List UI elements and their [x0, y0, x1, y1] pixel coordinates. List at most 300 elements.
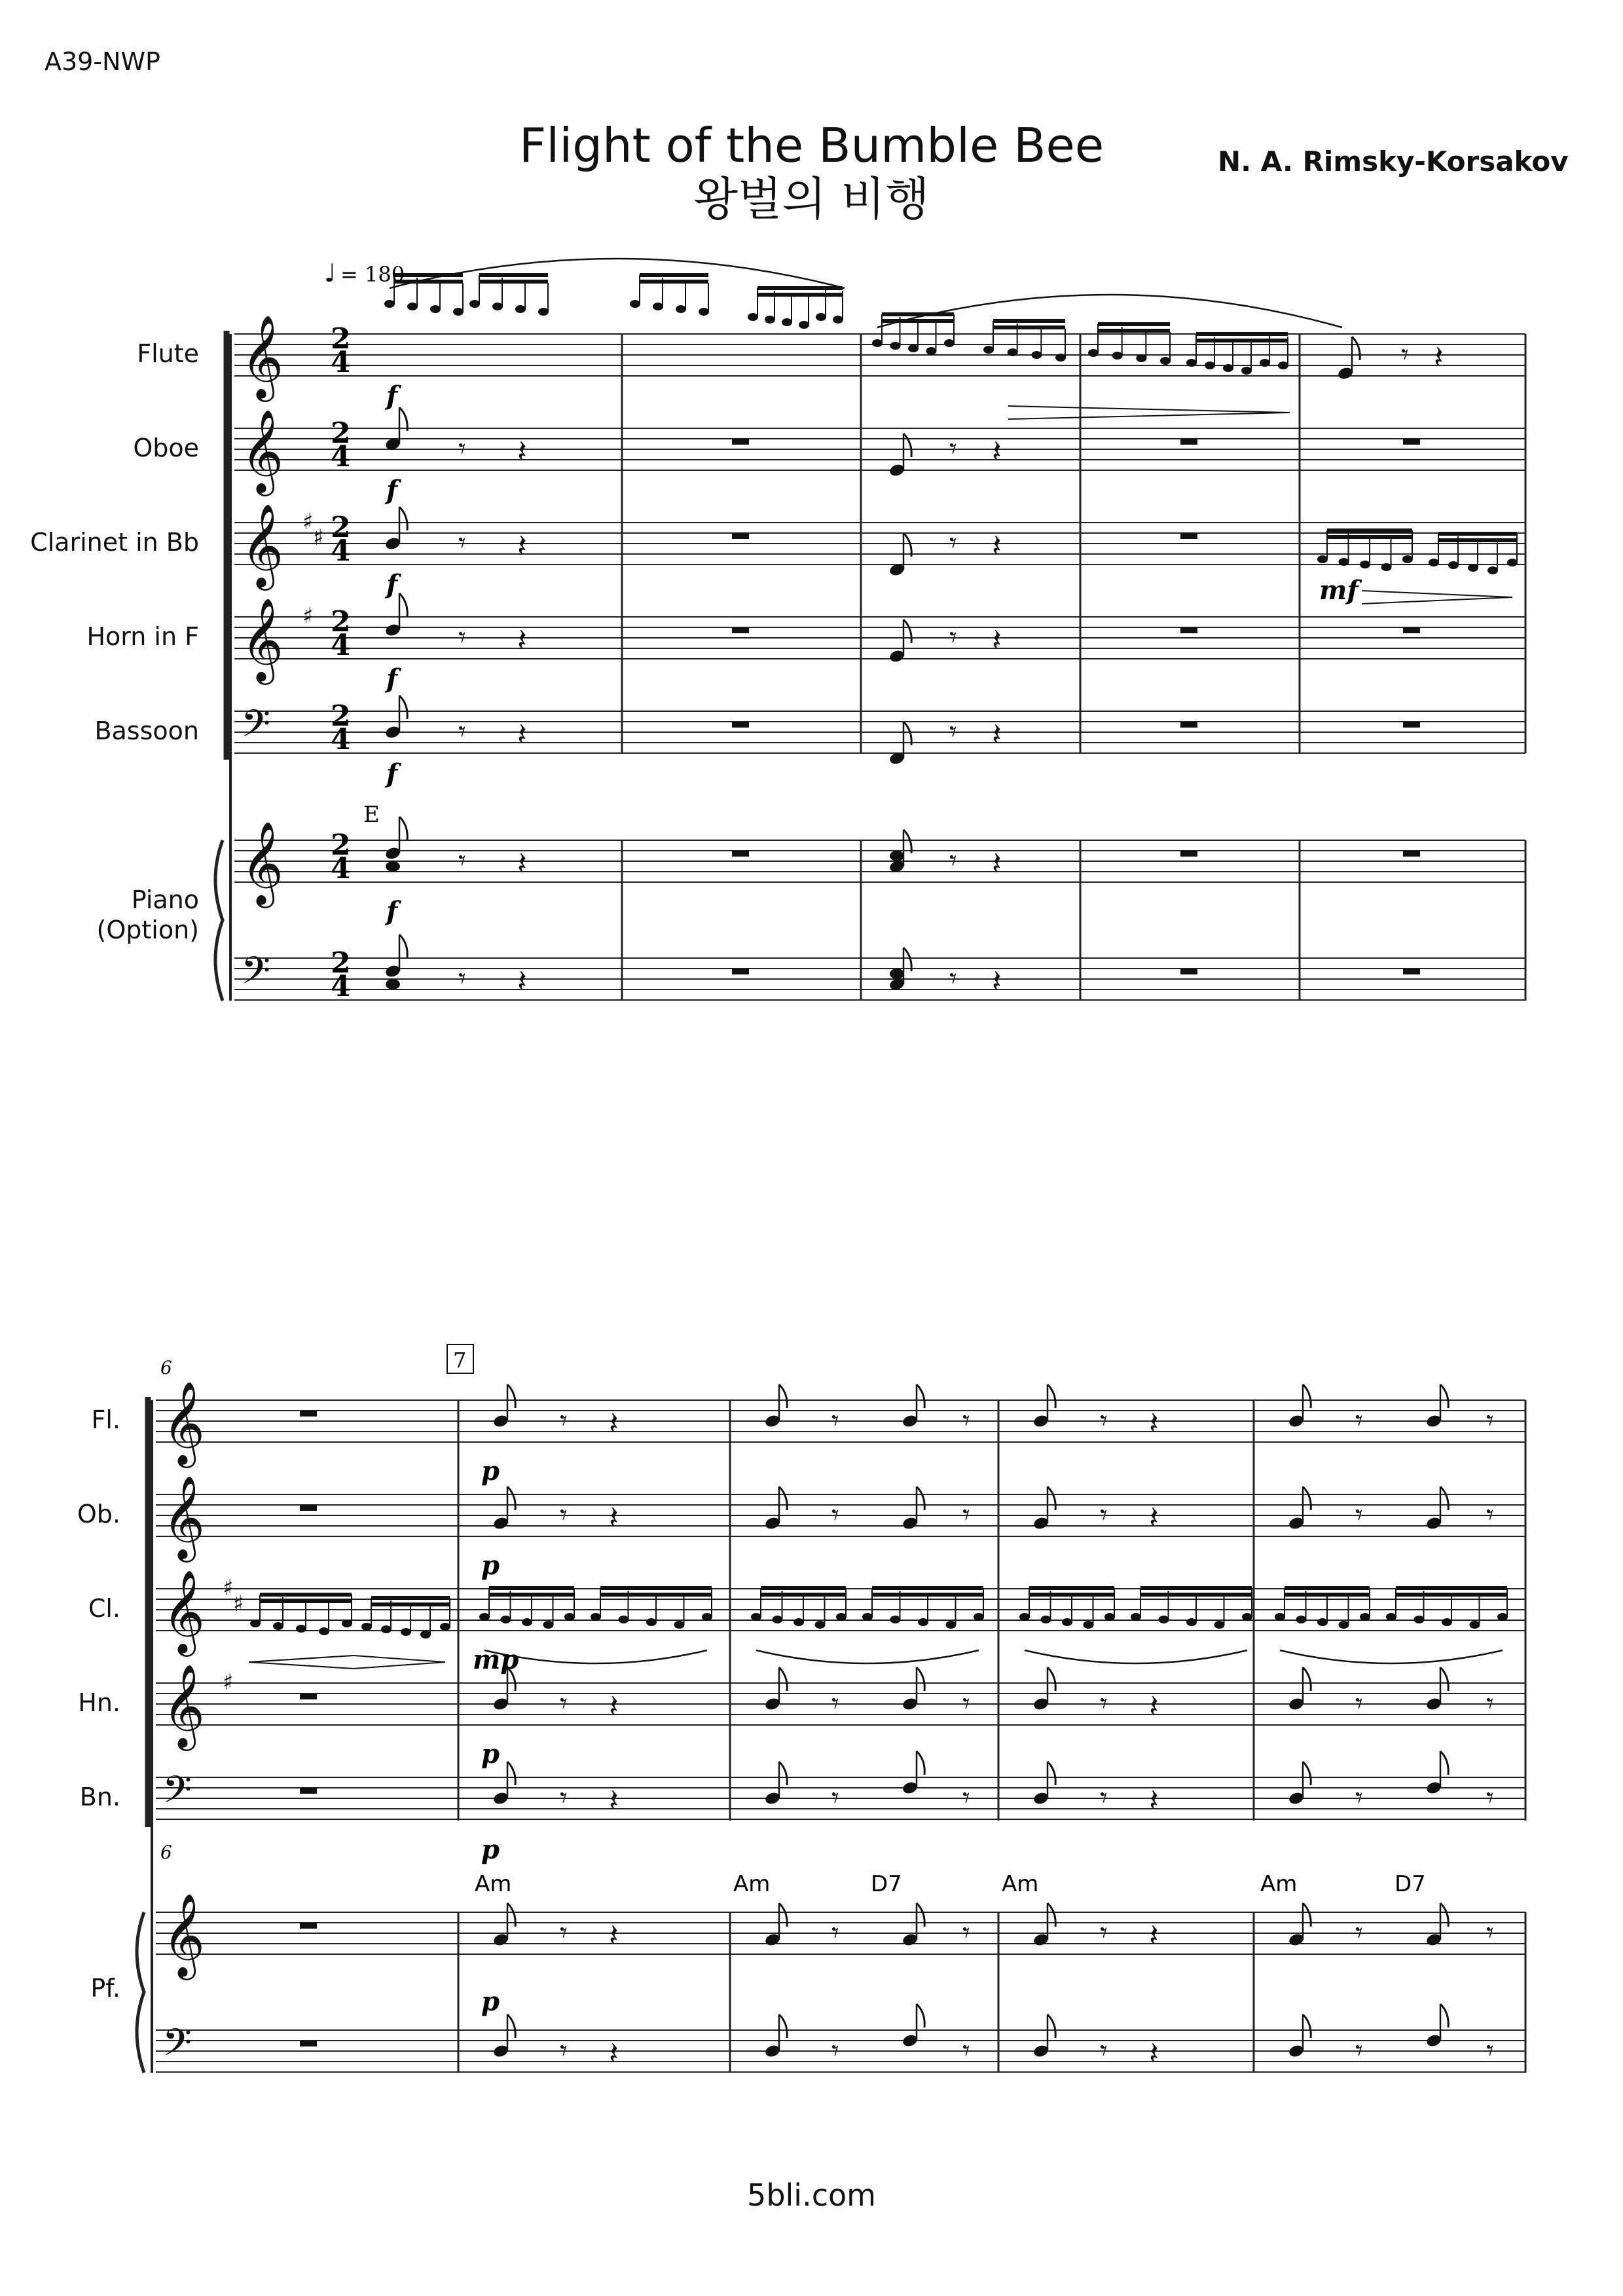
note-flag	[779, 1762, 787, 1785]
note-head	[890, 851, 904, 861]
quarter-rest-icon: 𝄽	[992, 845, 1002, 882]
note-head	[401, 1628, 411, 1636]
chord-symbols	[475, 1871, 1426, 1897]
quarter-rest-icon: 𝄽	[517, 434, 527, 470]
note-flag	[903, 948, 911, 971]
note-head	[983, 346, 994, 354]
eighth-rest-icon: 𝄾	[962, 2034, 970, 2067]
treble-clef-icon: 𝄞	[162, 1663, 206, 1747]
note-head	[1429, 559, 1439, 566]
eighth-rest-icon: 𝄾	[1355, 1916, 1363, 1950]
instrument-label-horn: Horn in F	[86, 622, 199, 651]
whole-rest-icon	[1403, 439, 1420, 445]
treble-clef-icon: 𝄞	[162, 1569, 206, 1653]
note-flag	[399, 593, 407, 617]
dynamic-piano: p	[481, 1739, 500, 1769]
note-head	[816, 313, 826, 321]
bass-clef-icon: 𝄢	[162, 2020, 192, 2074]
bass-clef-icon: 𝄢	[241, 701, 271, 755]
note-flag	[1303, 2014, 1311, 2038]
eighth-rest-icon: 𝄾	[458, 715, 466, 749]
chord-symbol: Am	[475, 1871, 512, 1897]
note-head	[361, 1623, 372, 1631]
quarter-rest-icon: 𝄽	[609, 2035, 619, 2072]
note-flag	[1440, 1487, 1448, 1510]
note-head	[1186, 1618, 1197, 1626]
dynamic-piano: p	[481, 1550, 500, 1581]
note-flag	[507, 1384, 515, 1408]
note-head	[773, 1616, 783, 1623]
slur	[390, 259, 845, 288]
instrument-label-flute: Flute	[137, 339, 199, 368]
eighth-rest-icon: 𝄾	[458, 844, 466, 878]
note-head	[1339, 558, 1349, 566]
eighth-rest-icon: 𝄾	[560, 2034, 568, 2067]
whole-rest-icon	[1403, 722, 1420, 728]
instrument-label-piano: Piano	[131, 885, 199, 914]
note-head	[440, 1623, 450, 1631]
eighth-rest-icon: 𝄾	[1100, 1687, 1108, 1720]
instrument-label-bn: Bn.	[79, 1783, 120, 1811]
piano-brace	[215, 840, 223, 1001]
note-flag	[1303, 1667, 1311, 1691]
note-flag	[507, 1487, 515, 1510]
quarter-rest-icon: 𝄽	[517, 622, 527, 659]
bass-clef-icon: 𝄢	[241, 948, 271, 1002]
eighth-rest-icon: 𝄾	[458, 432, 466, 466]
ts-bottom: 4	[331, 346, 351, 379]
eighth-rest-icon: 𝄾	[560, 1781, 568, 1815]
eighth-rest-icon: 𝄾	[962, 1404, 970, 1437]
note-flag	[1048, 2014, 1055, 2038]
note-flag	[917, 1384, 924, 1408]
note-head	[765, 316, 775, 324]
quarter-rest-icon: 𝄽	[517, 845, 527, 882]
eighth-rest-icon: 𝄾	[1486, 1781, 1494, 1815]
ts-top: 2	[331, 322, 351, 356]
note-head	[699, 308, 709, 316]
whole-rest-icon	[1180, 969, 1197, 974]
dynamic-piano: p	[481, 1834, 500, 1865]
dynamic-forte: f	[386, 380, 398, 411]
note-head	[1242, 1613, 1252, 1621]
note-flag	[903, 533, 911, 557]
note-flag	[903, 722, 911, 745]
crescendo	[249, 1656, 354, 1669]
sharp-icon: ♯	[302, 509, 314, 535]
quarter-rest-icon: 𝄽	[992, 434, 1002, 470]
note-head	[1386, 1613, 1396, 1621]
note-head	[469, 300, 480, 308]
whole-rest-icon	[300, 1694, 317, 1699]
page-title-korean: 왕벌의 비행	[693, 172, 930, 226]
note-head	[564, 1613, 575, 1621]
note-flag	[903, 620, 911, 643]
ts-top: 2	[331, 699, 351, 733]
note-head	[1131, 1613, 1141, 1621]
dynamic-forte: f	[386, 475, 398, 506]
whole-rest-icon	[1180, 439, 1197, 445]
eighth-rest-icon: 𝄾	[962, 1498, 970, 1532]
dynamic-forte: f	[386, 663, 398, 694]
note-head	[1278, 361, 1288, 369]
treble-clef-icon: 𝄞	[241, 597, 284, 681]
quarter-rest-icon: 𝄽	[1149, 1405, 1159, 1442]
slur	[756, 1650, 979, 1663]
note-flag	[779, 1384, 787, 1408]
notation	[162, 259, 1518, 2074]
note-head	[1360, 1613, 1370, 1621]
ts-bottom: 4	[331, 852, 351, 885]
score-code: A39-NWP	[45, 47, 160, 76]
note-head	[538, 308, 549, 316]
note-flag	[399, 407, 407, 431]
page-title: Flight of the Bumble Bee	[519, 118, 1104, 173]
treble-clef-icon: 𝄞	[162, 1893, 206, 1976]
note-head	[833, 316, 843, 324]
chord-symbol: E	[363, 802, 380, 828]
note-head	[273, 1622, 283, 1630]
quarter-rest-icon: 𝄽	[1149, 2035, 1159, 2072]
note-head	[1084, 1621, 1094, 1629]
note-flag	[399, 935, 407, 958]
eighth-rest-icon: 𝄾	[1355, 2034, 1363, 2067]
quarter-rest-icon: 𝄽	[1434, 339, 1444, 376]
note-head	[793, 1618, 804, 1626]
ts-top: 2	[331, 417, 351, 450]
note-head	[501, 1616, 511, 1623]
note-head	[890, 969, 904, 979]
eighth-rest-icon: 𝄾	[949, 527, 957, 560]
note-flag	[779, 1487, 787, 1510]
treble-clef-icon: 𝄞	[241, 314, 284, 398]
note-head	[702, 1613, 712, 1621]
note-flag	[1440, 1667, 1448, 1691]
dynamic-mezzopiano: mp	[473, 1644, 519, 1675]
note-head	[908, 344, 919, 352]
whole-rest-icon	[300, 1923, 317, 1929]
note-flag	[1440, 1384, 1448, 1408]
note-head	[815, 1621, 826, 1629]
tempo-note-icon: ♩	[324, 259, 336, 287]
eighth-rest-icon: 𝄾	[1355, 1781, 1363, 1815]
note-head	[836, 1613, 847, 1621]
instrument-label-bassoon: Bassoon	[94, 716, 199, 745]
note-head	[1414, 1616, 1425, 1623]
note-head	[1214, 1621, 1225, 1629]
note-flag	[1048, 1667, 1055, 1691]
note-flag	[507, 1762, 515, 1785]
note-head	[1019, 1613, 1030, 1621]
note-flag	[1352, 337, 1360, 360]
whole-rest-icon	[1403, 627, 1420, 633]
note-head	[543, 1621, 554, 1629]
quarter-rest-icon: 𝄽	[609, 1405, 619, 1442]
note-head	[407, 303, 418, 310]
note-head	[515, 305, 526, 313]
quarter-rest-icon: 𝄽	[992, 622, 1002, 659]
ts-top: 2	[331, 605, 351, 639]
instrument-label-piano-option: (Option)	[96, 916, 199, 944]
treble-clef-icon: 𝄞	[241, 821, 284, 904]
note-head	[974, 1613, 984, 1621]
eighth-rest-icon: 𝄾	[1486, 1916, 1494, 1950]
instrument-label-oboe: Oboe	[133, 434, 199, 462]
note-flag	[1303, 1487, 1311, 1510]
note-head	[1442, 1618, 1452, 1626]
rehearsal-mark: 7	[453, 1348, 467, 1373]
note-head	[676, 305, 686, 313]
whole-rest-icon	[1180, 533, 1197, 539]
eighth-rest-icon: 𝄾	[1100, 1781, 1108, 1815]
note-head	[944, 339, 955, 347]
decrescendo	[1008, 406, 1290, 419]
note-head	[1104, 1613, 1115, 1621]
sharp-icon: ♯	[302, 603, 314, 629]
eighth-rest-icon: 𝄾	[831, 1687, 839, 1720]
note-flag	[1440, 1751, 1448, 1775]
note-head	[918, 1618, 928, 1626]
whole-rest-icon	[300, 1411, 317, 1416]
quarter-rest-icon: 𝄽	[992, 528, 1002, 565]
note-head	[782, 318, 792, 326]
note-head	[1339, 1621, 1349, 1629]
eighth-rest-icon: 𝄾	[1401, 338, 1409, 371]
note-head	[250, 1620, 261, 1627]
note-head	[381, 1625, 392, 1633]
quarter-rest-icon: 𝄽	[609, 1688, 619, 1725]
whole-rest-icon	[1180, 627, 1197, 633]
eighth-rest-icon: 𝄾	[962, 1916, 970, 1950]
eighth-rest-icon: 𝄾	[949, 844, 957, 878]
eighth-rest-icon: 𝄾	[458, 527, 466, 560]
ts-bottom: 4	[331, 440, 351, 473]
whole-rest-icon	[300, 2041, 317, 2046]
note-head	[319, 1627, 329, 1635]
eighth-rest-icon: 𝄾	[1355, 1498, 1363, 1532]
note-head	[751, 1613, 761, 1621]
whole-rest-icon	[1180, 722, 1197, 728]
note-flag	[1303, 1384, 1311, 1408]
chord-symbol: Am	[733, 1871, 771, 1897]
whole-rest-icon	[732, 722, 749, 728]
note-head	[1159, 1616, 1169, 1623]
note-head	[1223, 364, 1233, 372]
ts-top: 2	[331, 511, 351, 544]
note-head	[1062, 1618, 1072, 1626]
note-flag	[507, 2014, 515, 2038]
note-head	[1487, 566, 1498, 574]
note-flag	[917, 1487, 924, 1510]
note-head	[1296, 1616, 1307, 1623]
note-head	[1317, 555, 1328, 563]
note-head	[1468, 564, 1478, 572]
eighth-rest-icon: 𝄾	[1355, 1404, 1363, 1437]
note-head	[619, 1616, 629, 1623]
eighth-rest-icon: 𝄾	[1100, 1404, 1108, 1437]
note-head	[926, 347, 937, 355]
note-head	[890, 342, 901, 350]
note-head	[1497, 1613, 1508, 1621]
composer-name: N. A. Rimsky-Korsakov	[1218, 145, 1569, 177]
treble-clef-icon: 𝄞	[162, 1380, 206, 1464]
instrument-label-hn: Hn.	[78, 1688, 120, 1717]
quarter-rest-icon: 𝄽	[1149, 1500, 1159, 1536]
note-head	[1112, 352, 1123, 360]
note-head	[296, 1625, 306, 1633]
note-head	[1381, 563, 1392, 571]
eighth-rest-icon: 𝄾	[1486, 2034, 1494, 2067]
note-head	[1205, 361, 1215, 369]
note-head	[946, 1621, 957, 1629]
sharp-icon: ♯	[223, 1575, 234, 1601]
note-head	[1160, 357, 1171, 365]
dynamic-forte: f	[386, 896, 398, 927]
quarter-rest-icon: 𝄽	[1149, 1917, 1159, 1954]
note-flag	[399, 695, 407, 719]
quarter-rest-icon: 𝄽	[1149, 1783, 1159, 1819]
whole-rest-icon	[1403, 851, 1420, 857]
note-head	[653, 303, 663, 310]
eighth-rest-icon: 𝄾	[831, 1498, 839, 1532]
eighth-rest-icon: 𝄾	[1100, 2034, 1108, 2067]
ts-bottom: 4	[331, 534, 351, 568]
eighth-rest-icon: 𝄾	[949, 962, 957, 995]
note-flag	[1048, 1384, 1055, 1408]
eighth-rest-icon: 𝄾	[1486, 1687, 1494, 1720]
decrescendo	[1362, 591, 1512, 604]
eighth-rest-icon: 𝄾	[962, 1781, 970, 1815]
eighth-rest-icon: 𝄾	[560, 1404, 568, 1437]
chord-symbol: D7	[1395, 1871, 1426, 1897]
footer-site: 5bli.com	[747, 2177, 876, 2213]
quarter-rest-icon: 𝄽	[609, 1500, 619, 1536]
note-flag	[917, 2004, 924, 2028]
note-head	[386, 979, 400, 990]
instrument-label-clarinet: Clarinet in Bb	[30, 528, 199, 557]
note-head	[862, 1613, 873, 1621]
sharp-icon: ♯	[223, 1669, 234, 1695]
eighth-rest-icon: 𝄾	[458, 962, 466, 995]
piano-brace	[137, 1912, 144, 2073]
slur	[1025, 1650, 1247, 1663]
note-head	[646, 1618, 657, 1626]
dynamic-mezzoforte: mf	[1319, 575, 1359, 606]
chord-symbol: Am	[1260, 1871, 1298, 1897]
note-head	[522, 1618, 532, 1626]
note-head	[1186, 359, 1197, 367]
note-head	[430, 305, 441, 313]
note-flag	[1048, 1762, 1055, 1785]
whole-rest-icon	[732, 533, 749, 539]
note-head	[799, 321, 809, 329]
eighth-rest-icon: 𝄾	[560, 1498, 568, 1532]
note-head	[872, 339, 883, 347]
note-head	[630, 300, 640, 308]
whole-rest-icon	[300, 1788, 317, 1794]
bass-clef-icon: 𝄢	[162, 1768, 192, 1821]
chord-symbol: Am	[1002, 1871, 1039, 1897]
note-flag	[903, 434, 911, 457]
note-flag	[917, 1751, 924, 1775]
eighth-rest-icon: 𝄾	[1486, 1498, 1494, 1532]
note-head	[748, 313, 758, 321]
time-signatures	[331, 322, 351, 1003]
quarter-rest-icon: 𝄽	[609, 1783, 619, 1819]
tempo-marking: = 180	[340, 262, 405, 287]
note-head	[1360, 561, 1370, 568]
eighth-rest-icon: 𝄾	[1100, 1498, 1108, 1532]
note-head	[386, 861, 400, 872]
eighth-rest-icon: 𝄾	[831, 1404, 839, 1437]
instrument-label-cl: Cl.	[88, 1594, 120, 1623]
eighth-rest-icon: 𝄾	[1486, 1404, 1494, 1437]
note-head	[1136, 354, 1146, 362]
note-flag	[399, 507, 407, 530]
note-flag	[779, 2014, 787, 2038]
measure-number: 6	[160, 1842, 172, 1863]
quarter-rest-icon: 𝄽	[992, 716, 1002, 753]
dynamic-forte: f	[386, 569, 398, 600]
dynamic-piano: p	[481, 1456, 500, 1487]
measure-number: 6	[160, 1357, 172, 1379]
note-flag	[1440, 2004, 1448, 2028]
treble-clef-icon: 𝄞	[162, 1475, 206, 1559]
whole-rest-icon	[732, 439, 749, 445]
ts-top: 2	[331, 946, 351, 980]
ts-top: 2	[331, 828, 351, 862]
note-head	[342, 1620, 352, 1627]
whole-rest-icon	[1180, 851, 1197, 857]
eighth-rest-icon: 𝄾	[1100, 1916, 1108, 1950]
eighth-rest-icon: 𝄾	[560, 1916, 568, 1950]
eighth-rest-icon: 𝄾	[831, 1916, 839, 1950]
eighth-rest-icon: 𝄾	[458, 621, 466, 654]
note-flag	[399, 817, 407, 840]
instrument-label-pf: Pf.	[90, 1974, 120, 2003]
ts-bottom: 4	[331, 970, 351, 1003]
note-head	[1008, 348, 1018, 356]
note-head	[479, 1613, 490, 1621]
note-flag	[1048, 1487, 1055, 1510]
dynamic-forte: f	[386, 758, 398, 789]
instrument-label-fl: Fl.	[91, 1405, 120, 1434]
note-head	[1275, 1613, 1285, 1621]
whole-rest-icon	[732, 851, 749, 857]
note-head	[1241, 367, 1252, 375]
whole-rest-icon	[732, 627, 749, 633]
eighth-rest-icon: 𝄾	[560, 1687, 568, 1720]
note-head	[492, 303, 503, 310]
treble-clef-icon: 𝄞	[241, 409, 284, 492]
note-head	[1317, 1618, 1328, 1626]
note-head	[453, 308, 464, 316]
quarter-rest-icon: 𝄽	[1149, 1688, 1159, 1725]
sharp-icon: ♯	[233, 1591, 244, 1617]
eighth-rest-icon: 𝄾	[949, 715, 957, 749]
note-head	[1031, 351, 1042, 359]
eighth-rest-icon: 𝄾	[949, 432, 957, 466]
eighth-rest-icon: 𝄾	[831, 2034, 839, 2067]
note-flag	[1303, 1762, 1311, 1785]
note-head	[1055, 354, 1066, 361]
note-head	[1260, 359, 1270, 367]
quarter-rest-icon: 𝄽	[517, 528, 527, 565]
note-flag	[903, 830, 911, 853]
quarter-rest-icon: 𝄽	[517, 963, 527, 1000]
dynamics-system-1	[363, 380, 1362, 927]
slur	[1280, 1650, 1503, 1663]
